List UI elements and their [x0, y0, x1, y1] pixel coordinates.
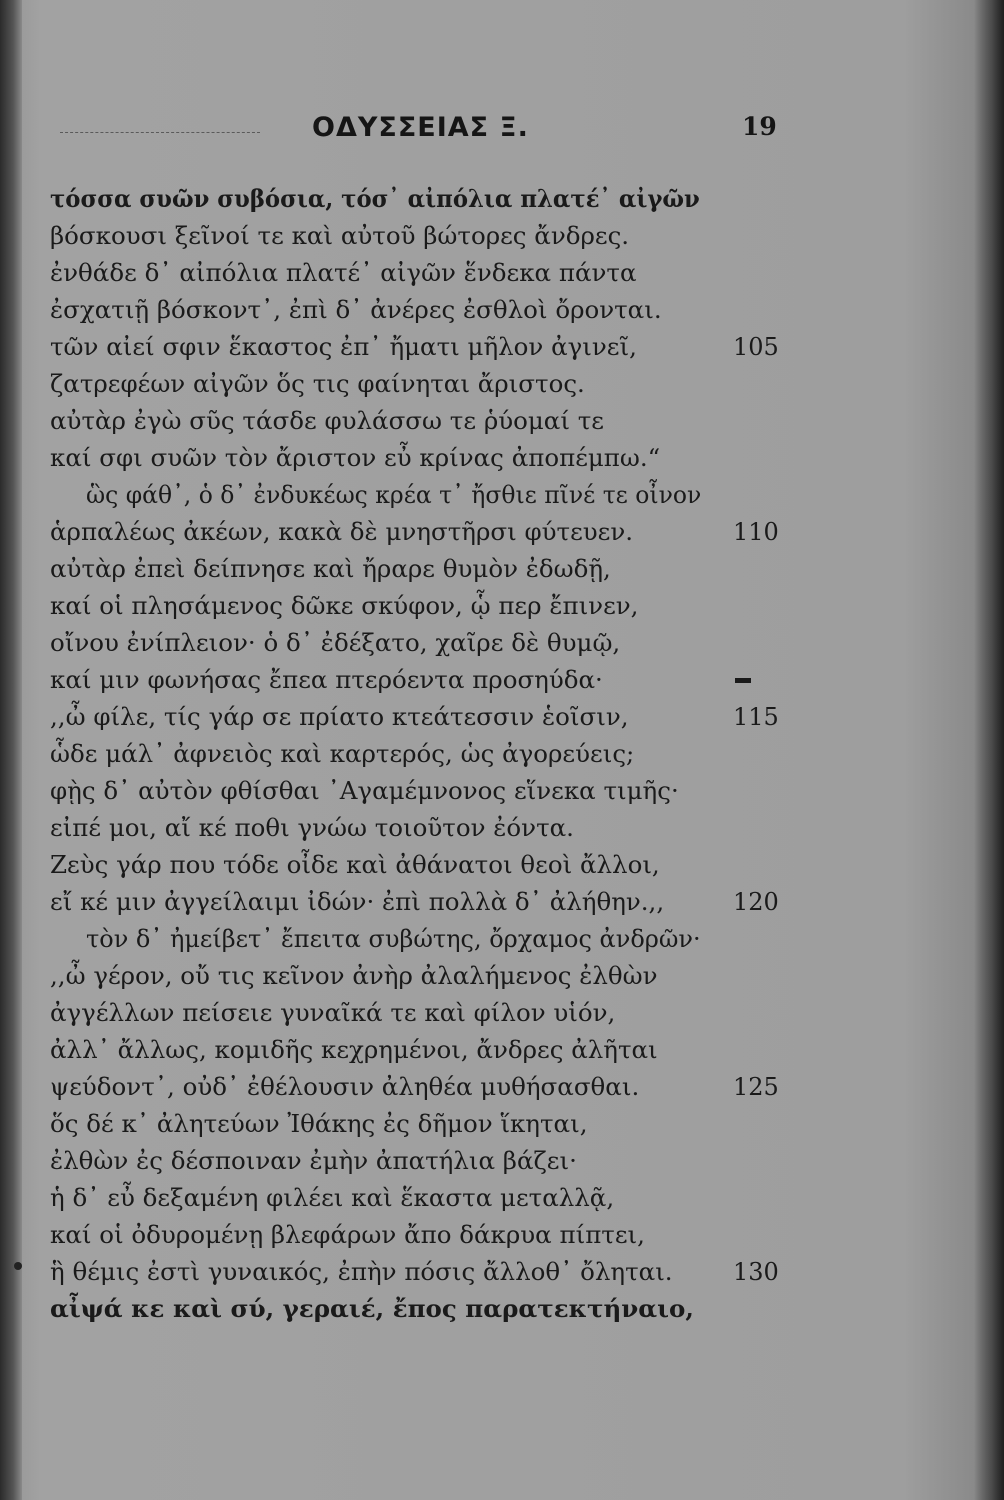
verse-line: ἀγγέλλων πείσειε γυναῖκά τε καὶ φίλον υἱόν,	[50, 998, 616, 1027]
line-number: 115	[733, 703, 779, 731]
verse-line: αἶψά κε καὶ σύ, γεραιέ, ἔπος παρατεκτήναιο,	[50, 1294, 694, 1323]
line-number: 105	[733, 333, 779, 361]
verse-line: αὐτὰρ ἐγὼ σῦς τάσδε φυλάσσω τε ῥύομαί τε	[50, 406, 604, 435]
ink-speck	[14, 1262, 22, 1270]
verse-line: εἰπέ μοι, αἴ κέ ποθι γνώω τοιοῦτον ἐόντα.	[50, 813, 574, 842]
verse-line: ,,ὦ γέρον, οὔ τις κεῖνον ἀνὴρ ἀλαλήμενος ἐλθὼν	[50, 961, 658, 990]
verse-line: τῶν αἰεί σφιν ἕκαστος ἐπ᾽ ἤματι μῆλον ἀγινεῖ,	[50, 332, 637, 361]
verse-line: φῂς δ᾽ αὐτὸν φθίσθαι ᾽Αγαμέμνονος εἵνεκα τιμῆς·	[50, 776, 679, 805]
verse-line: ἐλθὼν ἐς δέσποιναν ἐμὴν ἀπατήλια βάζει·	[50, 1146, 577, 1175]
verse-line: ὅς δέ κ᾽ ἀλητεύων Ἰθάκης ἐς δῆμον ἵκηται,	[50, 1109, 588, 1138]
verse-line: καί οἱ πλησάμενος δῶκε σκύφον, ᾧ περ ἔπινεν,	[50, 591, 639, 620]
line-number: 125	[733, 1073, 779, 1101]
verse-line: βόσκουσι ξεῖνοί τε καὶ αὐτοῦ βώτορες ἄνδρες.	[50, 221, 630, 250]
verse-line: ,,ὦ φίλε, τίς γάρ σε πρίατο κτεάτεσσιν ἑοῖσιν,	[50, 702, 629, 731]
verse-line: καί μιν φωνήσας ἔπεα πτερόεντα προσηύδα·	[50, 665, 603, 694]
verse-line: ψεύδοντ᾽, οὐδ᾽ ἐθέλουσιν ἀληθέα μυθήσασθαι.	[50, 1072, 640, 1101]
verse-line: καί οἱ ὀδυρομένῃ βλεφάρων ἄπο δάκρυα πίπτει,	[50, 1220, 645, 1249]
verse-line: ἡ δ᾽ εὖ δεξαμένη φιλέει καὶ ἕκαστα μεταλλᾷ,	[50, 1183, 615, 1212]
verse-line: Ζεὺς γάρ που τόδε οἶδε καὶ ἀθάνατοι θεοὶ ἄλλοι,	[50, 850, 660, 879]
running-title: ΟΔΥΣΣΕΙΑΣ Ξ.	[312, 112, 529, 143]
verse-line: ὧδε μάλ᾽ ἀφνειὸς καὶ καρτερός, ὡς ἀγορεύεις;	[50, 739, 635, 768]
verse-line: αὐτὰρ ἐπεὶ δείπνησε καὶ ἤραρε θυμὸν ἐδωδῇ,	[50, 554, 611, 583]
verse-line: καί σφι συῶν τὸν ἄριστον εὖ κρίνας ἀποπέμπω.“	[50, 443, 661, 472]
margin-dash-mark	[735, 678, 751, 683]
verse-line: ἐνθάδε δ᾽ αἰπόλια πλατέ᾽ αἰγῶν ἕνδεκα πάντα	[50, 258, 637, 287]
verse-line: οἴνου ἐνίπλειον· ὁ δ᾽ ἐδέξατο, χαῖρε δὲ θυμῷ,	[50, 628, 621, 657]
verse-line: τόσσα συῶν συβόσια, τόσ᾽ αἰπόλια πλατέ᾽ αἰγῶν	[50, 184, 700, 213]
line-number: 110	[733, 518, 779, 546]
verse-line: ἁρπαλέως ἀκέων, κακὰ δὲ μνηστῆρσι φύτευεν.	[50, 517, 634, 546]
line-number: 130	[733, 1258, 779, 1286]
verse-line: ἐσχατιῇ βόσκοντ᾽, ἐπὶ δ᾽ ἀνέρες ἐσθλοὶ ὄρονται.	[50, 295, 662, 324]
verse-line: ἣ θέμις ἐστὶ γυναικός, ἐπὴν πόσις ἄλλοθ᾽ ὄληται.	[50, 1257, 673, 1286]
verse-line: ὣς φάθ᾽, ὁ δ᾽ ἐνδυκέως κρέα τ᾽ ἤσθιε πῖνέ τε οἶνον	[86, 480, 702, 509]
verse-line: ζατρεφέων αἰγῶν ὅς τις φαίνηται ἄριστος.	[50, 369, 585, 398]
page-number: 19	[742, 112, 777, 141]
verse-line: ἀλλ᾽ ἄλλως, κομιδῆς κεχρημένοι, ἄνδρες ἀλῆται	[50, 1035, 658, 1064]
verse-line: εἴ κέ μιν ἀγγείλαιμι ἰδών· ἐπὶ πολλὰ δ᾽ ἀλήθην.,,	[50, 887, 665, 916]
verse-line: τὸν δ᾽ ἠμείβετ᾽ ἔπειτα συβώτης, ὄρχαμος ἀνδρῶν·	[86, 924, 701, 953]
line-number: 120	[733, 888, 779, 916]
